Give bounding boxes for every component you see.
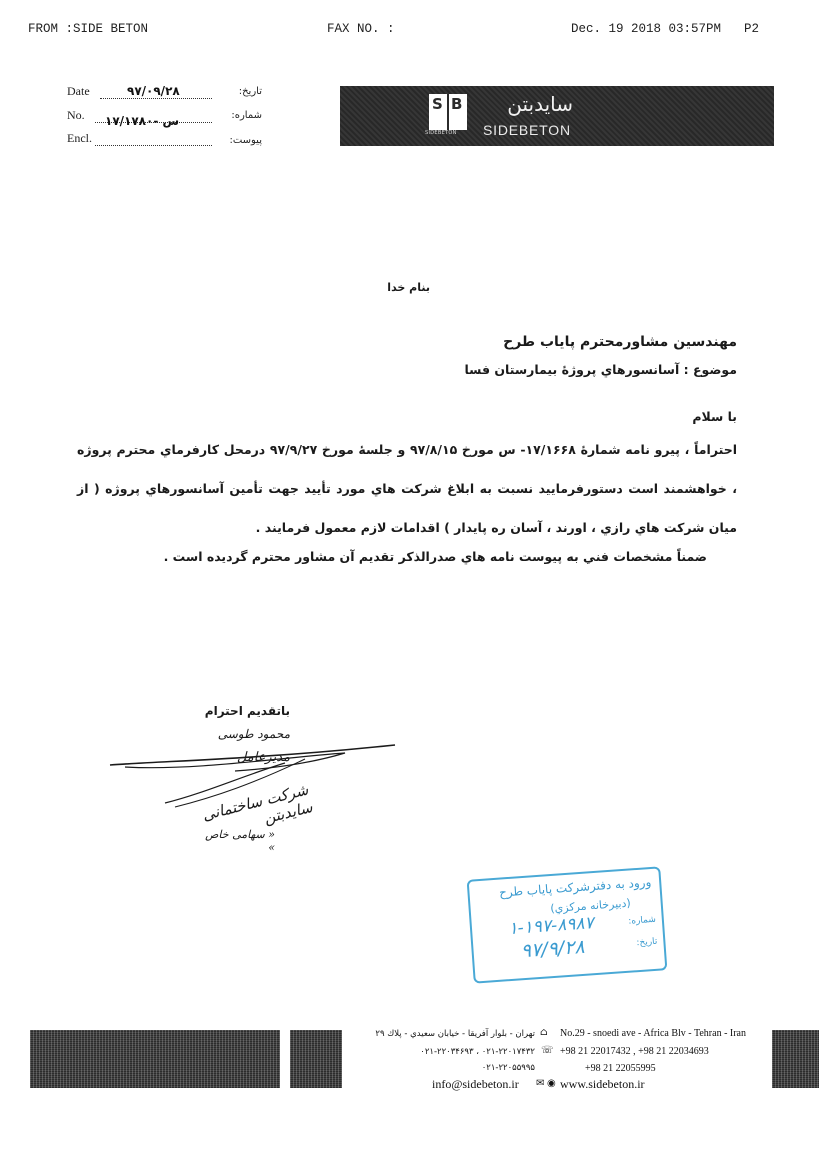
stamp-number-value: ۱-۱۹۷-۸۹۸۷ <box>507 913 595 940</box>
globe-icon: ◉ <box>547 1078 556 1089</box>
logo-name-en: SIDEBETON <box>483 122 571 138</box>
footer-address-fa: تهران - بلوار آفريقا - خيابان سعيدي - پلاك ۲۹ <box>375 1029 535 1039</box>
recipient: مهندسين مشاورمحترم پاياب طرح <box>503 334 737 350</box>
number-label-fa: شماره: <box>231 110 262 121</box>
footer-phone-fa-2: ۰۲۱-۲۲۰۵۵۹۹۵ <box>481 1063 535 1073</box>
stamp-date-value: ۹۷/۹/۲۸ <box>520 935 586 963</box>
footer-address-en: No.29 - snoedi ave - Africa Blv - Tehran - Iran <box>560 1028 746 1039</box>
stamp-number-label: شماره: <box>627 914 657 927</box>
fax-from: FROM :SIDE BETON <box>28 22 149 36</box>
footer-phone-fa-1: ۰۲۱-۲۲۰۱۷۴۳۲ ، ۰۲۱-۲۲۰۳۴۶۹۳ <box>420 1047 535 1057</box>
fax-datetime: Dec. 19 2018 03:57PM <box>571 22 722 36</box>
number-value: ۱۷/۱۷۸۰- س <box>105 114 180 128</box>
enclosure-label-fa: پيوست: <box>229 135 262 146</box>
fax-page: P2 <box>744 22 760 36</box>
received-stamp <box>467 866 668 983</box>
company-type: « سهامی خاص » <box>205 828 275 854</box>
enclosure-label: Encl. <box>67 131 92 145</box>
closing: باتقديم احترام <box>204 704 290 718</box>
logo-name-fa: سايدبتن <box>507 92 573 116</box>
enclosure-dotted-line <box>95 133 212 146</box>
signer-name: محمود طوسی <box>217 727 290 741</box>
signer-title: مدیرعامل <box>236 750 290 765</box>
sidebeton-logo-icon: S B <box>429 94 467 130</box>
footer-texture-right <box>772 1030 819 1088</box>
number-label: No. <box>67 108 85 122</box>
footer-phone-en-2: +98 21 22055995 <box>585 1063 656 1074</box>
email-icon: ✉ <box>536 1078 545 1089</box>
subject: موضوع : آسانسورهاي پروژۀ بيمارستان فسا <box>464 362 737 377</box>
logo-mark-caption: SIDEBETON <box>425 130 457 136</box>
fax-number-label: FAX NO. : <box>327 22 395 36</box>
invocation: بنام خدا <box>387 281 430 294</box>
paragraph-2: ضمناً مشخصات فني به پيوست نامه هاي صدرالذكر تقديم آن مشاور محترم گرديده است . <box>163 549 707 564</box>
stamp-date-label: تاريخ: <box>636 936 658 949</box>
date-value: ۹۷/۰۹/۲۸ <box>127 84 180 98</box>
company-handwritten: شرکت ساختمانی سایدبتن <box>200 780 315 828</box>
footer-website[interactable]: www.sidebeton.ir <box>560 1077 645 1091</box>
footer-texture-left <box>30 1030 280 1088</box>
stamp-line-1: ورود به دفترشركت پاياب طرح <box>498 875 652 900</box>
greeting: با سلام <box>692 409 737 424</box>
date-label: Date <box>67 84 90 98</box>
phone-icon: ☏ <box>541 1045 554 1056</box>
footer-texture-mid <box>290 1030 342 1088</box>
footer-phone-en-1: +98 21 22017432 , +98 21 22034693 <box>560 1046 709 1057</box>
home-icon: ⌂ <box>540 1027 548 1038</box>
footer-email[interactable]: info@sidebeton.ir <box>432 1077 519 1091</box>
date-label-fa: تاريخ: <box>238 86 262 97</box>
stamp-line-2: (دبيرخانه مركزي) <box>549 896 632 916</box>
paragraph-1: احتراماً ، پيرو نامه شمارۀ ۱۷/۱۶۶۸- س مورخ ۹۷/۸/۱۵ و جلسۀ مورخ ۹۷/۹/۲۷ درمحل كارفرماي محترم پروژه ، خواهشمند است دستورفرماييد نسبت به ابلاغ شركت هاي مورد تأييد جهت تأمين آسانسورهاي پروژه ( از ميان شركت هاي رازي ، اورند ، آسان ره پايدار ) اقدامات لازم معمول فرمايند . <box>77 442 737 535</box>
